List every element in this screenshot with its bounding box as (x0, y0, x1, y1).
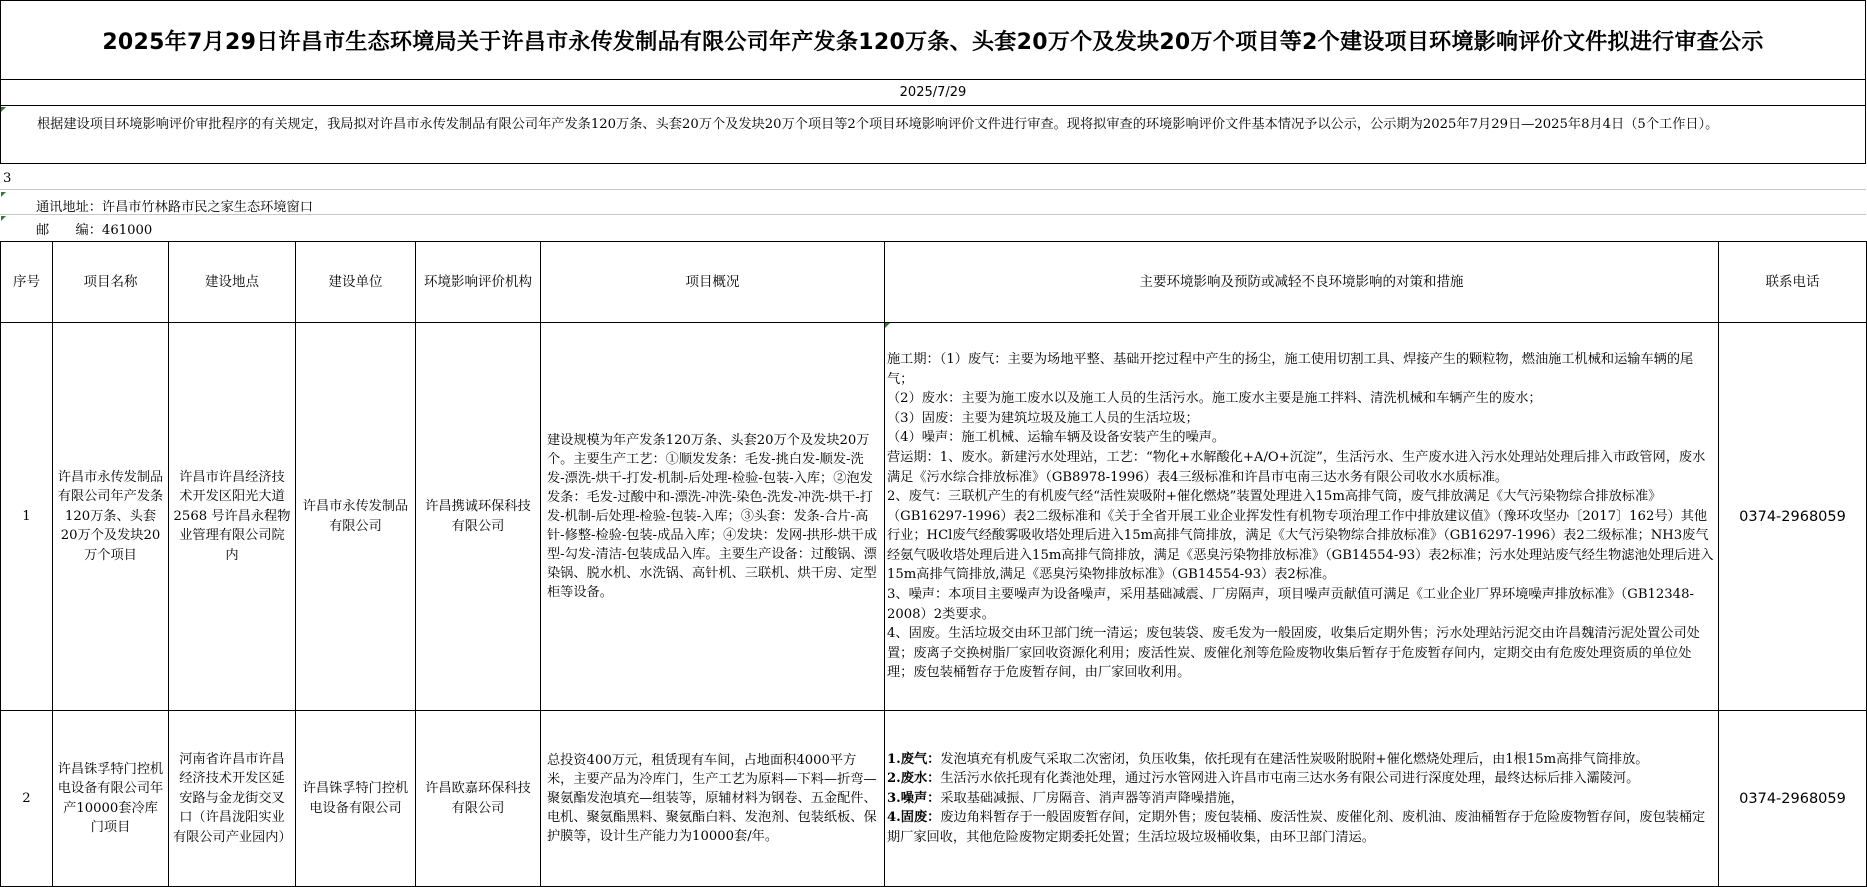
measure-line: （2）废水：主要为施工废水以及施工人员的生活污水。施工废水主要是施工拌料、清洗机械和车辆产生的废水； (887, 391, 1542, 407)
cell-comment-marker (1, 192, 6, 197)
header-measures: 主要环境影响及预防或减轻不良环境影响的对策和措施 (885, 242, 1719, 323)
cell-phone: 0374-2968059 (1719, 711, 1867, 887)
line-number: 3 (3, 171, 12, 186)
cell-name: 许昌市永传发制品有限公司年产发条120万条、头套20万个及发块20万个项目 (53, 323, 169, 711)
measure-line: 营运期：1、废水。新建污水处理站，工艺：“物化+水解酸化+A/O+沉淀”，生活污水、生产废水进入污水处理站处理后排入市政管网，废水满足《污水综合排放标准》（GB8978-1996）表4三级标准和许昌市屯南三达水务有限公司收水水质标准。 (887, 449, 1706, 485)
measure-label: 1.废气： (887, 751, 941, 767)
intro-text: 根据建设项目环境影响评价审批程序的有关规定，我局拟对许昌市永传发制品有限公司年产发条120万条、头套20万个及发块20万个项目等2个项目环境影响评价文件进行审查。现将拟审查的环境影响评价文件基本情况予以公示，公示期为2025年7月29日—2025年8月4日（5个工作日）。 (37, 117, 1719, 132)
measure-line: 4、固废。生活垃圾交由环卫部门统一清运；废包装袋、废毛发为一般固废，收集后定期外售；污水处理站污泥交由许昌魏清污泥处置公司处置；废离子交换树脂厂家回收资源化利用；废活性炭、废催化剂等危险废物收集后暂存于危废暂存间内，定期交由有危废处理资质的单位处理；废包装桶暂存于危废暂存间，由厂家回收利用。 (887, 626, 1700, 681)
measure-line: （4）噪声：施工机械、运输车辆及设备安装产生的噪声。 (887, 430, 1226, 446)
header-name: 项目名称 (53, 242, 169, 323)
measure-label: 3.噪声： (887, 790, 941, 806)
measure-line: （3）固废：主要为建筑垃圾及施工人员的生活垃圾； (887, 410, 1199, 426)
cell-agency: 许昌欧嘉环保科技有限公司 (416, 711, 541, 887)
measure-line: 2、废气：三联机产生的有机废气经“活性炭吸附+催化燃烧”装置处理进入15m高排气筒，废气排放满足《大气污染物综合排放标准》（GB16297-1996）表2二级标准和《关于全省开展工业企业挥发性有机物专项治理工作中排放建议值》（豫环攻坚办〔2017〕162号）其他行业；HCl废气经酸雾吸收塔处理后进入15m高排气筒排放，满足《大气污染物综合排放标准》（GB16297-1996）表2二级标准；NH3废气经氨气吸收塔处理后进入15m高排气筒排放，满足《恶臭污染物排放标准》（GB14554-93）表2标准；污水处理站废气经生物滤池处理后进入15m高排气筒排放,满足《恶臭污染物排放标准》（GB14554-93）表2标准。 (887, 489, 1714, 583)
header-phone: 联系电话 (1719, 242, 1867, 323)
row-divider (0, 189, 1866, 190)
cell-overview: 总投资400万元，租赁现有车间，占地面积4000平方米，主要产品为冷库门，生产工艺为原料—下料—折弯—聚氨酯发泡填充—组装等，原辅材料为钢卷、五金配件、电机、聚氨酯黑料、聚氨酯白料、发泡剂、包装纸板、保护膜等，设计生产能力为10000套/年。 (541, 711, 885, 887)
cell-phone: 0374-2968059 (1719, 323, 1867, 711)
project-table (0, 241, 1867, 887)
cell-comment-marker (1, 216, 6, 221)
intro-cell (0, 106, 1866, 164)
header-unit: 建设单位 (296, 242, 416, 323)
cell-location: 许昌市许昌经济技术开发区阳光大道 2568 号许昌永程物业管理有限公司院内 (169, 323, 296, 711)
date-cell (0, 80, 1866, 106)
cell-measures (885, 711, 1719, 887)
table-row (1, 323, 1867, 711)
measure-label: 2.废水： (887, 771, 941, 787)
cell-comment-marker (885, 323, 890, 328)
title-cell (0, 0, 1866, 80)
row-divider (0, 214, 1866, 215)
publish-date: 2025/7/29 (899, 85, 967, 100)
cell-seq: 1 (1, 323, 53, 711)
measure-line: 3、噪声：本项目主要噪声为设备噪声，采用基础减震、厂房隔声，项目噪声贡献值可满足《工业企业厂界环境噪声排放标准》（GB12348-2008）2类要求。 (887, 587, 1694, 622)
header-seq: 序号 (1, 242, 53, 323)
header-location: 建设地点 (169, 242, 296, 323)
measure-line (887, 750, 1714, 770)
cell-agency: 许昌携诚环保科技有限公司 (416, 323, 541, 711)
postcode-line: 邮 编：461000 (36, 223, 153, 238)
table-row (1, 711, 1867, 887)
measure-line: 施工期：（1）废气：主要为场地平整、基础开挖过程中产生的扬尘，施工使用切割工具、焊接产生的颗粒物，燃油施工机械和运输车辆的尾气； (887, 351, 1694, 387)
cell-comment-marker (1, 107, 6, 112)
cell-unit: 许昌市永传发制品有限公司 (296, 323, 416, 711)
cell-name: 许昌铢孚特门控机电设备有限公司年产10000套冷库门项目 (53, 711, 169, 887)
cell-location: 河南省许昌市许昌经济技术开发区延安路与金龙街交叉口（许昌泷阳实业有限公司产业园内） (169, 711, 296, 887)
cell-seq: 2 (1, 711, 53, 887)
cell-unit: 许昌铢孚特门控机电设备有限公司 (296, 711, 416, 887)
cell-measures (885, 323, 1719, 711)
cell-overview: 建设规模为年产发条120万条、头套20万个及发块20万个。主要生产工艺：①顺发发条：毛发-挑白发-顺发-洗发-漂洗-烘干-打发-机制-后处理-检验-包装-入库；②泡发发条：毛发-过酸中和-漂洗-冲洗-染色-洗发-冲洗-烘干-打发-机制-后处理-检验-包装-入库；③头套：发条-合片-高针-修整-检验-包装-成品入库；④发块：发网-拱形-烘干成型-勾发-清洁-包装成品入库。主要生产设备：过酸锅、漂染锅、脱水机、水洗锅、高针机、三联机、烘干房、定型柜等设备。 (541, 323, 885, 711)
measure-text: 生活污水依托现有化粪池处理，通过污水管网进入许昌市屯南三达水务有限公司进行深度处理，最终达标后排入灞陵河。 (940, 771, 1640, 787)
measure-text: 发泡填充有机废气采取二次密闭，负压收集，依托现有在建活性炭吸附脱附+催化燃烧处理后，由1根15m高排气筒排放。 (940, 751, 1649, 767)
measure-label: 4.固废： (887, 810, 941, 826)
measure-line (887, 789, 1714, 809)
table-header-row (1, 242, 1867, 323)
measure-text: 废边角料暂存于一般固废暂存间，定期外售；废包装桶、废活性炭、废催化剂、废机油、废油桶暂存于危险废物暂存间，废包装桶定期厂家回收，其他危险废物定期委托处置；生活垃圾垃圾桶收集，由环卫部门清运。 (887, 810, 1706, 845)
header-agency: 环境影响评价机构 (416, 242, 541, 323)
address-line: 通讯地址：许昌市竹林路市民之家生态环境窗口 (36, 200, 313, 215)
header-overview: 项目概况 (541, 242, 885, 323)
measure-line (887, 769, 1714, 789)
page-title: 2025年7月29日许昌市生态环境局关于许昌市永传发制品有限公司年产发条120万条、头套20万个及发块20万个项目等2个建设项目环境影响评价文件拟进行审查公示 (102, 29, 1764, 55)
measure-line (887, 808, 1714, 847)
measure-text: 采取基础减振、厂房隔音、消声器等消声降噪措施， (940, 790, 1244, 806)
